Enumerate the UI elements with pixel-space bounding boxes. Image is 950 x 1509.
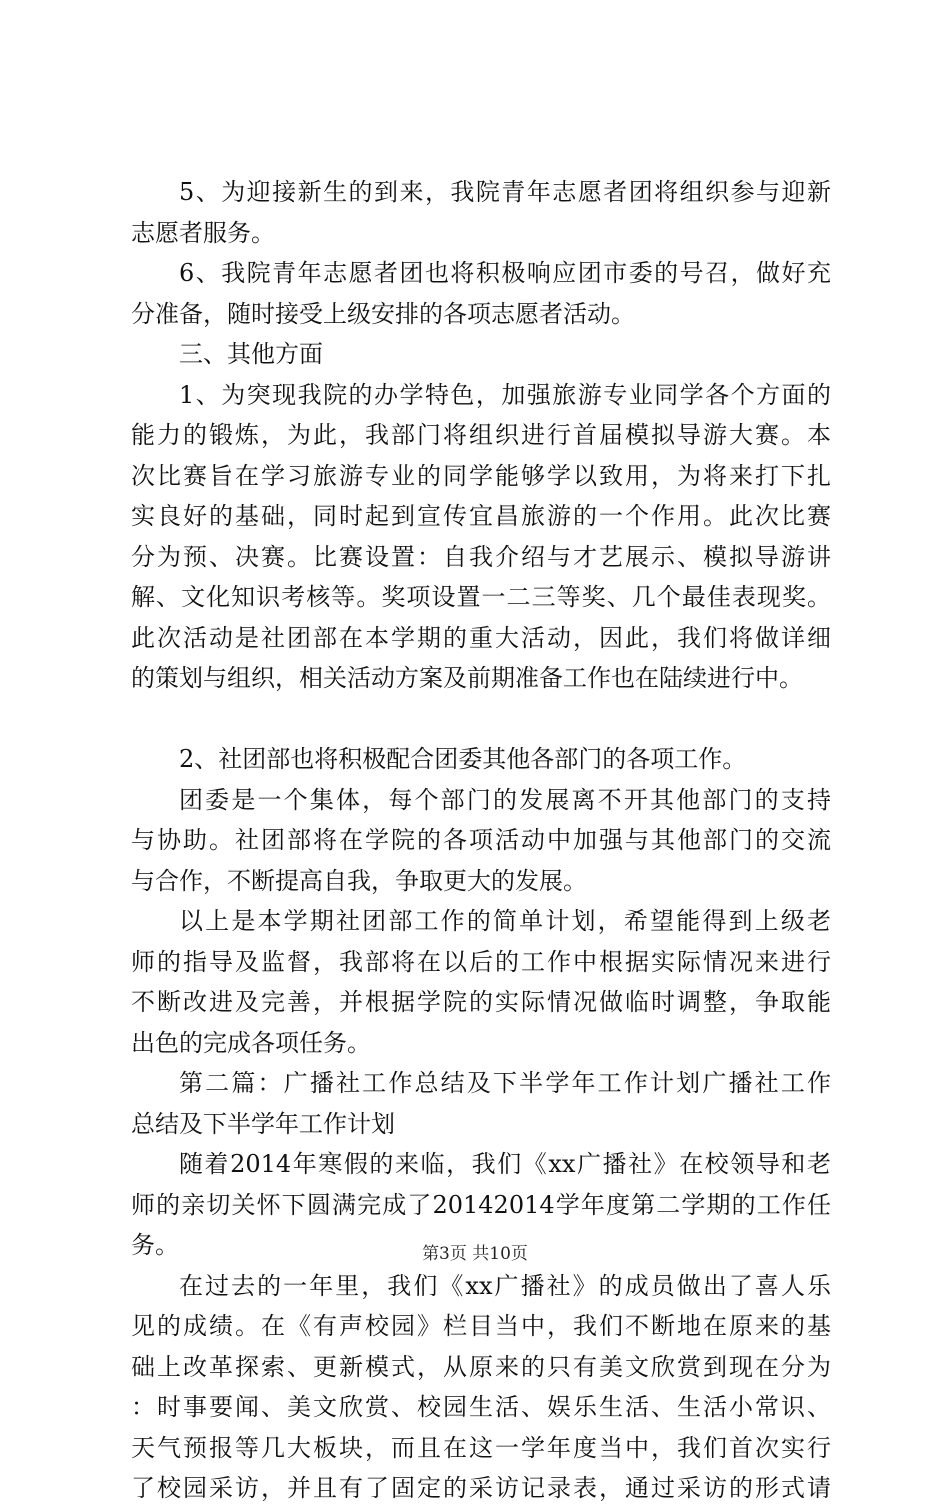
text-line: 此次活动是社团部在本学期的重大活动，因此，我们将做详细 [131,623,831,652]
paragraph [131,901,831,1063]
text-line: 的策划与组织，相关活动方案及前期准备工作也在陆续进行中。 [131,664,803,692]
text-line: 见的成绩。在《有声校园》栏目当中，我们不断地在原来的基 [131,1312,831,1340]
text-line: 师的亲切关怀下圆满完成了20142014学年度第二学期的工作任 [131,1190,831,1219]
paragraph-gap [131,699,831,740]
text-line: 在过去的一年里，我们《xx广播社》的成员做出了喜人乐 [179,1271,831,1300]
paragraph [131,739,831,780]
page-footer: 第3页 共10页 [422,1244,528,1264]
text-line: 出色的完成各项任务。 [131,1028,371,1057]
paragraph [131,172,831,253]
text-line: 务。 [131,1231,179,1259]
text-line: 团委是一个集体，每个部门的发展离不开其他部门的支持 [179,785,831,814]
paragraph [131,1266,831,1509]
document-body [131,172,831,1509]
text-line: 随着2014年寒假的来临，我们《xx广播社》在校领导和老 [179,1150,831,1178]
paragraph [131,253,831,334]
text-line: 不断改进及完善，并根据学院的实际情况做临时调整，争取能 [131,988,831,1016]
paragraph [131,334,831,375]
text-line: 1、为突现我院的办学特色，加强旅游专业同学各个方面的 [179,380,831,409]
text-line: 天气预报等几大板块，而且在这一学年度当中，我们首次实行 [131,1433,831,1462]
text-line: 与协助。社团部将在学院的各项活动中加强与其他部门的交流 [131,826,831,854]
text-line: 分准备，随时接受上级安排的各项志愿者活动。 [131,299,635,328]
text-line: 第二篇：广播社工作总结及下半学年工作计划广播社工作 [179,1069,831,1097]
text-line: 2、社团部也将积极配合团委其他各部门的各项工作。 [179,745,747,773]
text-line: 分为预、决赛。比赛设置：自我介绍与才艺展示、模拟导游讲 [131,542,831,571]
paragraph [131,1063,831,1144]
text-line: ：时事要闻、美文欣赏、校园生活、娱乐生活、生活小常识、 [131,1393,831,1421]
text-line: 了校园采访，并且有了固定的采访记录表，通过采访的形式请 [131,1474,831,1502]
paragraph [131,375,831,699]
text-line: 解、文化知识考核等。奖项设置一二三等奖、几个最佳表现奖。 [131,583,831,611]
text-line: 志愿者服务。 [131,218,275,247]
paragraph [131,780,831,902]
text-line: 以上是本学期社团部工作的简单计划，希望能得到上级老 [179,907,831,935]
text-line: 三、其他方面 [179,340,323,368]
text-line: 师的指导及监督，我部将在以后的工作中根据实际情况来进行 [131,947,831,976]
text-line: 与合作，不断提高自我，争取更大的发展。 [131,866,587,895]
text-line: 次比赛旨在学习旅游专业的同学能够学以致用，为将来打下扎 [131,461,831,490]
text-line: 5、为迎接新生的到来，我院青年志愿者团将组织参与迎新 [179,178,831,206]
text-line: 能力的锻炼，为此，我部门将组织进行首届模拟导游大赛。本 [131,421,831,449]
text-line: 6、我院青年志愿者团也将积极响应团市委的号召，做好充 [179,259,831,287]
text-line: 总结及下半学年工作计划 [131,1109,395,1138]
text-line: 实良好的基础，同时起到宣传宜昌旅游的一个作用。此次比赛 [131,502,831,530]
text-line: 础上改革探索、更新模式，从原来的只有美文欣赏到现在分为 [131,1352,831,1381]
